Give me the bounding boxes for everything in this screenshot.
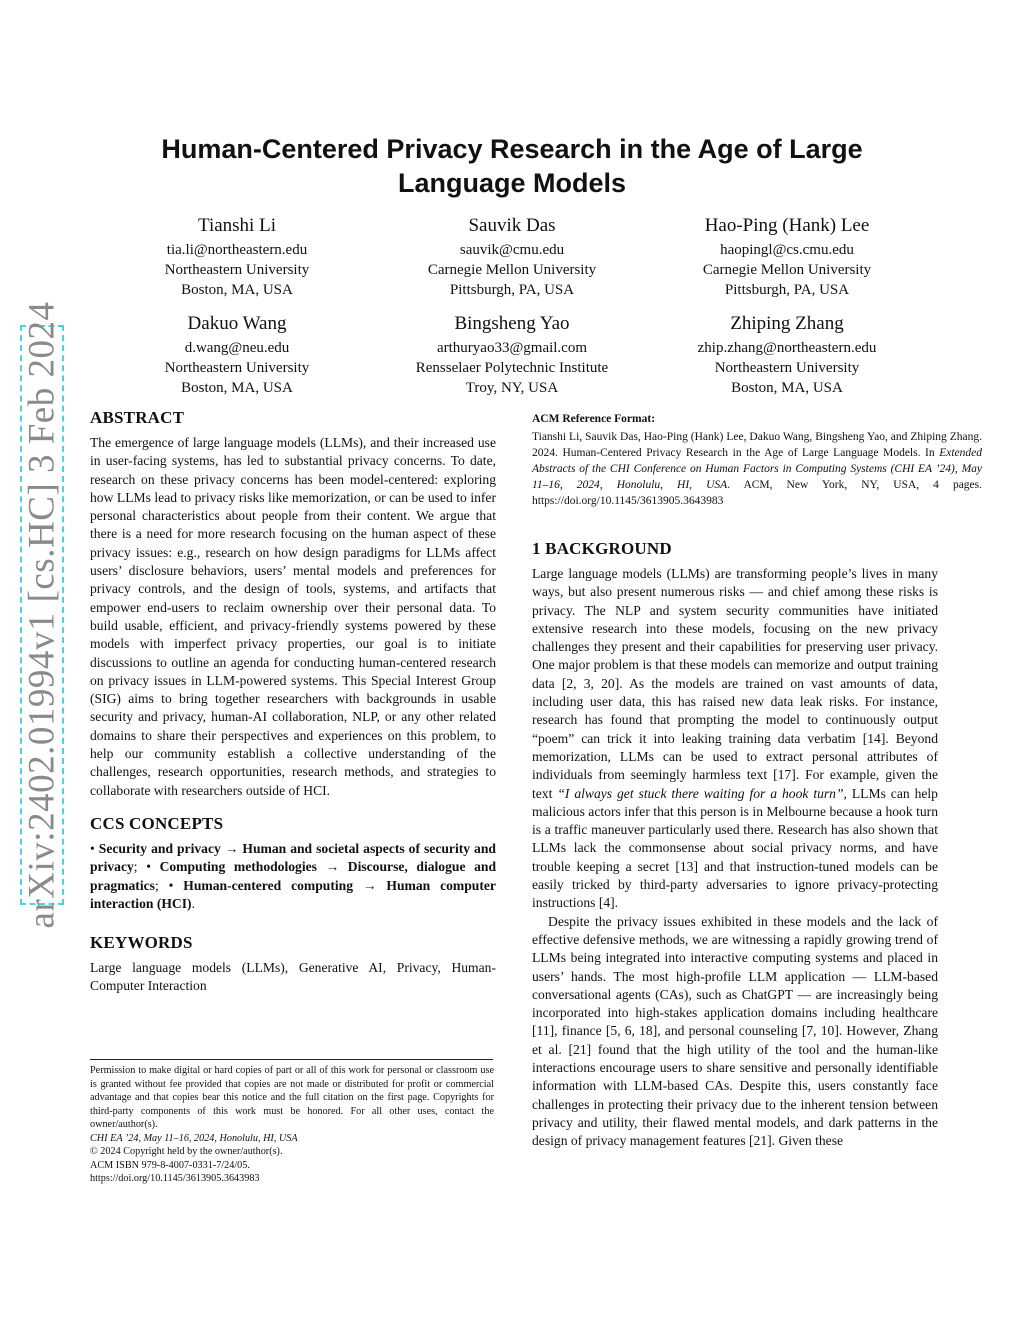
author-affiliation: Northeastern University — [164, 360, 310, 376]
ccs-concepts — [90, 840, 496, 913]
background-text: Large language models (LLMs) are transforming people’s lives in many ways, but also present numerous risks — and chief among these risks is privacy. The NLP and system security communities have initiated extensive research into these models, focusing on the new privacy challenges they present and their capabilities for preserving user privacy. One major problem is that these models can memorize and output training data [2, 3, 20]. As the models are trained on vast amounts of data, including user data, this has raised new data leak risks. For instance, research has found that prompting the model to continuously output “poem” can trick it into leaking training data verbatim [14]. Beyond memorization, LLMs can be used to extract personal attributes of individuals from seemingly harmless text [17]. For example, given the text — [532, 566, 938, 801]
abstract-heading: ABSTRACT — [90, 408, 185, 427]
ccs-leaf: Discourse, dialogue and pragmatics — [90, 859, 497, 893]
author-affiliation: Northeastern University — [164, 262, 310, 278]
acm-reference-text — [532, 429, 982, 509]
background-paragraph: Despite the privacy issues exhibited in these models and the lack of effective defensive methods, we are witnessing a rapidly growing trend of LLMs being integrated into interactive computing systems and placed in users’ hands. The most high-profile LLM application — LLM-based conversational agents (CAs), such as ChatGPT — are increasingly being incorporated into high-stakes application domains including healthcare [11], finance [5, 6, 18], and personal counseling [7, 10]. However, Zhang et al. [21] found that the high utility of the tool and the human-like interactions encourage users to share sensitive and personally identifiable information with LLM-based CAs. Despite this, users constantly face challenges in protecting their privacy due to the inherent tension between privacy and utility, their flawed mental models, and dark patterns in the design of privacy management features [21]. Given these — [532, 913, 938, 1149]
ccs-bullet: • — [90, 840, 95, 856]
author-name: Hao-Ping (Hank) Lee — [704, 215, 870, 236]
keywords-text: Large language models (LLMs), Generative AI, Privacy, Human-Computer Interaction — [90, 960, 496, 994]
author-email[interactable]: sauvik@cmu.edu — [459, 242, 565, 258]
acm-reference-venue: Extended Abstracts of the CHI Conference on Human Factors in Computing Systems (CHI EA ’24), May 11–16, 2024, Honolulu, HI, USA — [532, 447, 982, 491]
ccs-leaf: Human computer interaction (HCI) — [90, 877, 496, 911]
author-block — [657, 312, 917, 398]
author-affiliation: Rensselaer Polytechnic Institute — [415, 360, 609, 376]
author-location: Boston, MA, USA — [731, 380, 843, 396]
acm-reference-authors: Tianshi Li, Sauvik Das, Hao-Ping (Hank) Lee, Dakuo Wang, Bingsheng Yao, and Zhiping Zhang. 2024. Human-Centered Privacy Research in the Age of Large Language Models. In — [532, 431, 982, 459]
permission-notice: Permission to make digital or hard copies of part or all of this work for personal or classroom use is granted without fee provided that copies are not made or distributed for profit or commercial advantage and that copies bear this notice and the full citation on the first page. Copyrights for third-party components of this work must be honored. For all other uses, contact the owner/author(s). — [90, 1065, 494, 1130]
author-email[interactable]: zhip.zhang@northeastern.edu — [697, 340, 877, 356]
background-text: , LLMs can help malicious actors infer that this person is in Melbourne because a hook turn is a traffic maneuver particularly used there. Research has also shown that LLMs lack the commonsense about social privacy norms, and have trouble keeping a secret [13] and that instruction-tuned models can be easily tricked by third-party adversaries to ignore privacy-protecting instructions [4]. — [532, 785, 938, 911]
acm-reference-publisher[interactable]: . ACM, New York, NY, USA, 4 pages. https://doi.org/10.1145/3613905.3643983 — [532, 479, 983, 507]
author-block — [107, 312, 367, 398]
ccs-separator: ; — [154, 877, 169, 893]
author-name: Dakuo Wang — [187, 313, 287, 334]
ccs-separator: . — [191, 895, 195, 911]
author-email[interactable]: arthuryao33@gmail.com — [436, 340, 588, 356]
author-affiliation: Carnegie Mellon University — [702, 262, 872, 278]
doi-link[interactable]: https://doi.org/10.1145/3613905.3643983 — [90, 1173, 260, 1184]
author-email[interactable]: d.wang@neu.edu — [184, 340, 290, 356]
author-block — [657, 214, 917, 300]
acm-reference-heading: ACM Reference Format: — [532, 413, 656, 425]
author-location: Boston, MA, USA — [181, 282, 293, 298]
arxiv-stamp[interactable] — [20, 301, 64, 929]
author-email[interactable]: tia.li@northeastern.edu — [166, 242, 308, 258]
abstract-text: The emergence of large language models (LLMs), and their increased use in user-facing systems, has led to substantial privacy concerns. To date, research on these privacy concerns has been model-centered: exploring how LLMs lead to privacy risks like memorization, or can be used to infer personal characteristics about people from their content. We argue that there is a need for more research focusing on the human aspect of these privacy issues: e.g., research on how design paradigms for LLMs affect users’ disclosure behaviors, users’ mental models and preferences for privacy controls, and the design of tools, systems, and artifacts that empower end-users to reclaim ownership over their personal data. To build usable, efficient, and privacy-friendly systems powered by these models with imperfect privacy properties, our goal is to initiate discussions to outline an agenda for conducting human-centered research on privacy issues in LLM-powered systems. This Special Interest Group (SIG) aims to bring together researchers with backgrounds in usable security and privacy, human-AI collaboration, NLP, or any other related domains to share their perspectives and experiences on this problem, to help our community establish a collective understanding of the challenges, research opportunities, research methods, and strategies to collaborate with researchers outside of HCI. — [90, 435, 496, 798]
background-paragraph — [532, 565, 938, 913]
author-name: Bingsheng Yao — [454, 313, 570, 334]
background-quote: “I always get stuck there waiting for a hook turn” — [557, 785, 844, 801]
author-location: Troy, NY, USA — [465, 380, 559, 396]
copyright-line: © 2024 Copyright held by the owner/author(s). — [90, 1146, 283, 1157]
author-name: Sauvik Das — [468, 215, 556, 236]
author-location: Pittsburgh, PA, USA — [449, 282, 575, 298]
author-location: Boston, MA, USA — [181, 380, 293, 396]
ccs-bullet: • — [146, 859, 151, 875]
ccs-bullet: • — [168, 877, 174, 893]
ccs-category: Computing methodologies — [159, 859, 317, 875]
right-column — [532, 412, 983, 1151]
venue-line: CHI EA ’24, May 11–16, 2024, Honolulu, HI, USA — [90, 1132, 298, 1144]
ccs-category: Human-centered computing — [183, 877, 354, 893]
author-affiliation: Northeastern University — [714, 360, 860, 376]
ccs-category: Security and privacy — [98, 840, 221, 856]
arxiv-identifier: arXiv:2402.01994v1 [cs.HC] 3 Feb 2024 — [21, 301, 63, 929]
author-block — [382, 312, 642, 398]
keywords-heading: KEYWORDS — [90, 933, 193, 953]
author-block — [382, 214, 642, 300]
ccs-leaf: Human and societal aspects of security and privacy — [90, 840, 496, 875]
footnote-divider — [90, 1059, 493, 1060]
author-name: Zhiping Zhang — [730, 313, 844, 334]
copyright-footnote — [90, 1064, 494, 1186]
ccs-separator: ; — [133, 859, 147, 875]
ccs-arrow: → — [224, 840, 239, 856]
left-column — [90, 408, 496, 996]
author-email[interactable]: haopingl@cs.cmu.edu — [720, 242, 854, 258]
background-heading: 1 BACKGROUND — [532, 539, 672, 558]
ccs-arrow: → — [325, 859, 340, 875]
author-affiliation: Carnegie Mellon University — [427, 262, 597, 278]
isbn-line: ACM ISBN 979-8-4007-0331-7/24/05. — [90, 1159, 250, 1171]
author-location: Pittsburgh, PA, USA — [724, 282, 850, 298]
author-name: Tianshi Li — [198, 215, 276, 236]
ccs-arrow: → — [362, 877, 377, 893]
author-block — [107, 214, 367, 300]
ccs-heading: CCS CONCEPTS — [90, 813, 224, 833]
paper-title: Human-Centered Privacy Research in the Age of Large Language Models — [161, 134, 863, 198]
